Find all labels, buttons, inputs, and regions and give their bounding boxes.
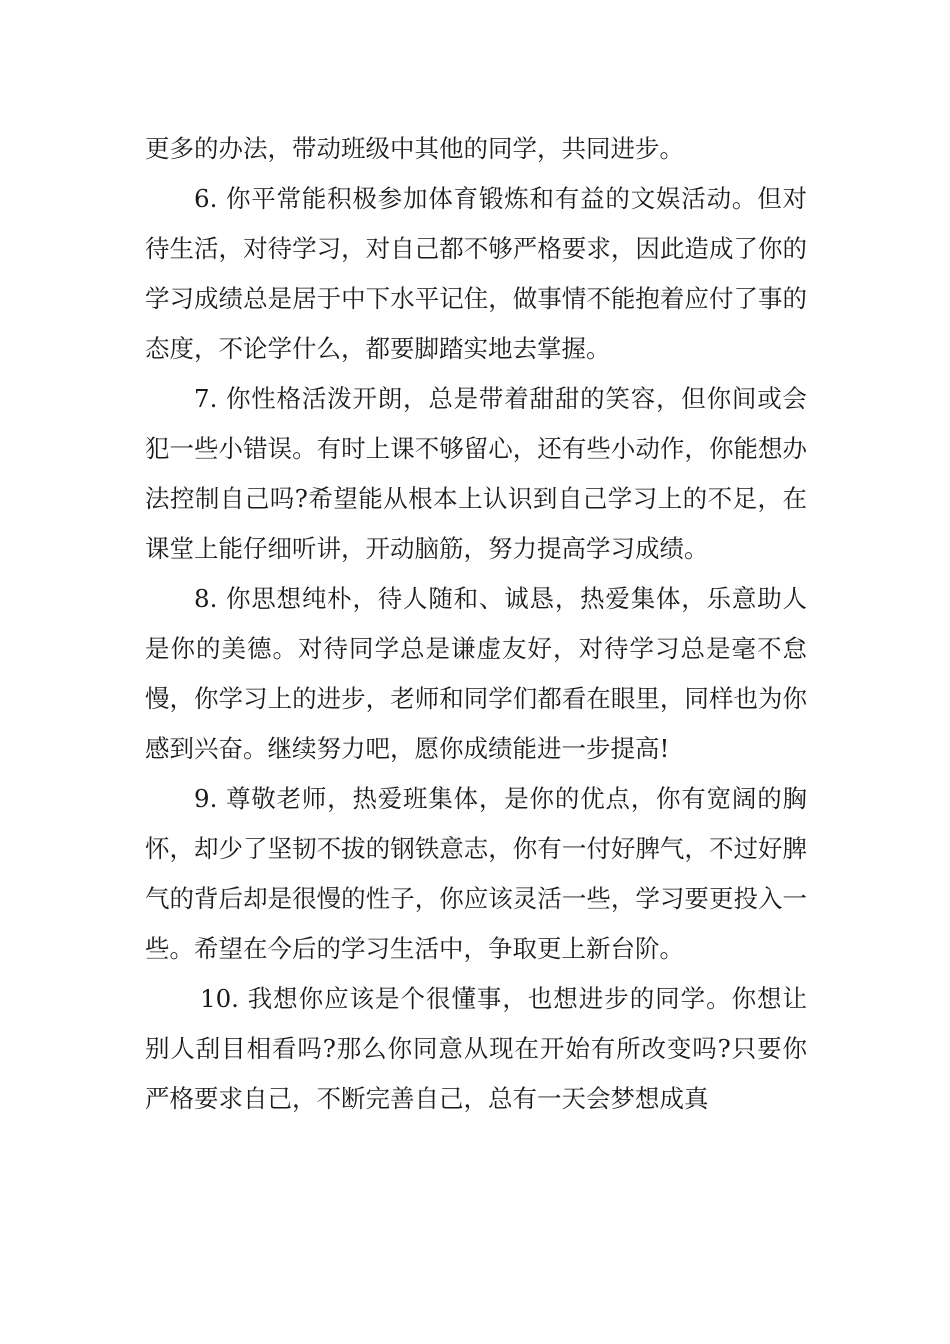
paragraph-item-8: 8. 你思想纯朴，待人随和、诚恳，热爱集体，乐意助人是你的美德。对待同学总是谦虚友好，对待学习总是毫不怠慢，你学习上的进步，老师和同学们都看在眼里，同样也为你感到兴奋。继续努力吧，愿你成绩能进一步提高! xyxy=(145,584,807,763)
paragraph-continuation: 更多的办法，带动班级中其他的同学，共同进步。 xyxy=(145,134,684,163)
paragraph-item-10: 10. 我想你应该是个很懂事，也想进步的同学。你想让别人刮目相看吗?那么你同意从现在开始有所改变吗?只要你严格要求自己，不断完善自己，总有一天会梦想成真 xyxy=(145,984,807,1113)
paragraph-item-7: 7. 你性格活泼开朗，总是带着甜甜的笑容，但你间或会犯一些小错误。有时上课不够留心，还有些小动作，你能想办法控制自己吗?希望能从根本上认识到自己学习上的不足，在课堂上能仔细听讲，开动脑筋，努力提高学习成绩。 xyxy=(145,384,807,563)
paragraph-item-9: 9. 尊敬老师，热爱班集体，是你的优点，你有宽阔的胸怀，却少了坚韧不拔的钢铁意志，你有一付好脾气，不过好脾气的背后却是很慢的性子，你应该灵活一些，学习要更投入一些。希望在今后的学习生活中，争取更上新台阶。 xyxy=(145,784,807,963)
paragraph-item-6: 6. 你平常能积极参加体育锻炼和有益的文娱活动。但对待生活，对待学习，对自己都不够严格要求，因此造成了你的学习成绩总是居于中下水平记住，做事情不能抱着应付了事的态度，不论学什么，都要脚踏实地去掌握。 xyxy=(145,184,807,363)
document-body xyxy=(145,124,807,1124)
